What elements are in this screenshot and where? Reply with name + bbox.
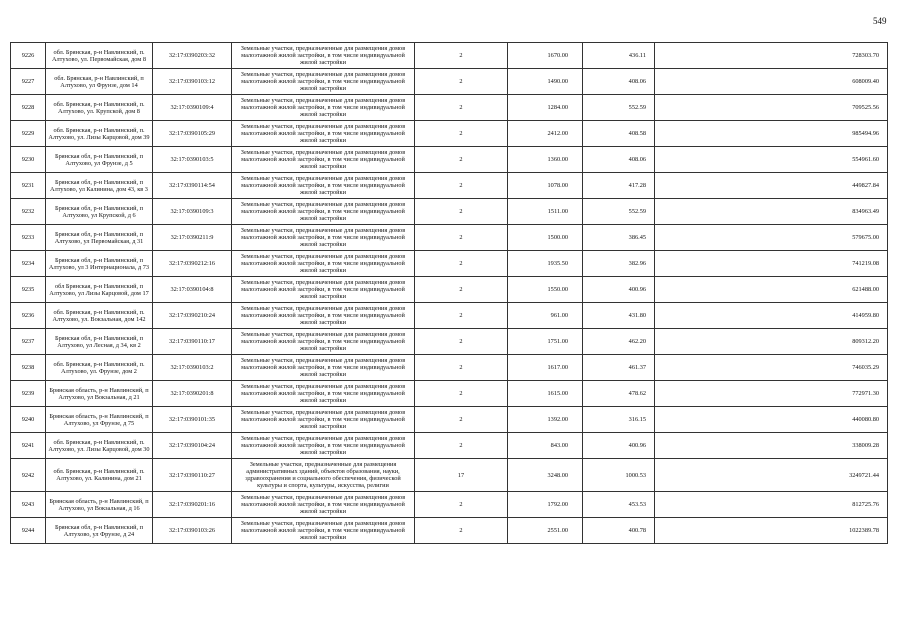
- address-cell: Брянская область, р-н Навлинский, п Алтухово, ул Вокзальная, д 16: [46, 492, 153, 518]
- row-number: 9243: [11, 492, 46, 518]
- row-number: 9228: [11, 95, 46, 121]
- group-code-cell: 2: [415, 147, 508, 173]
- table-row: [11, 173, 888, 199]
- cadastral-number-cell: 32:17:0390101:35: [153, 407, 232, 433]
- row-number: 9237: [11, 329, 46, 355]
- row-number: 9229: [11, 121, 46, 147]
- table-row: [11, 459, 888, 492]
- group-code-cell: 2: [415, 199, 508, 225]
- specific-value-cell: 478.62: [583, 381, 655, 407]
- land-use-cell: Земельные участки, предназначенные для размещения домов малоэтажной жилой застройки, в том числе индивидуальной жилой застройки: [232, 329, 415, 355]
- group-code-cell: 2: [415, 95, 508, 121]
- specific-value-cell: 552.59: [583, 199, 655, 225]
- table-row: [11, 407, 888, 433]
- group-code-cell: 2: [415, 225, 508, 251]
- area-cell: 1078.00: [508, 173, 583, 199]
- row-number: 9238: [11, 355, 46, 381]
- cadastral-number-cell: 32:17:0390201:16: [153, 492, 232, 518]
- cadastral-number-cell: 32:17:0390114:54: [153, 173, 232, 199]
- cadastral-number-cell: 32:17:0390103:5: [153, 147, 232, 173]
- table-row: [11, 121, 888, 147]
- group-code-cell: 2: [415, 407, 508, 433]
- group-code-cell: 2: [415, 43, 508, 69]
- cadastral-value-cell: 449827.84: [655, 173, 888, 199]
- table-row: [11, 329, 888, 355]
- address-cell: обл. Брянская, р-н Навлинский, п. Алтухово, ул. Лизы Карцовой, дом 39: [46, 121, 153, 147]
- cadastral-value-table: [10, 42, 888, 544]
- land-use-cell: Земельные участки, предназначенные для размещения домов малоэтажной жилой застройки, в том числе индивидуальной жилой застройки: [232, 492, 415, 518]
- group-code-cell: 2: [415, 329, 508, 355]
- address-cell: обл. Брянская, р-н Навлинский, п. Алтухово, ул. Первомайская, дом 8: [46, 43, 153, 69]
- table-row: [11, 69, 888, 95]
- specific-value-cell: 386.45: [583, 225, 655, 251]
- table-body: [11, 43, 888, 544]
- page-number: 549: [873, 16, 887, 26]
- land-use-cell: Земельные участки, предназначенные для размещения домов малоэтажной жилой застройки, в том числе индивидуальной жилой застройки: [232, 199, 415, 225]
- area-cell: 1615.00: [508, 381, 583, 407]
- cadastral-number-cell: 32:17:0390110:27: [153, 459, 232, 492]
- address-cell: обл. Брянская, р-н Навлинский, п. Алтухово, ул. Крупской, дом 8: [46, 95, 153, 121]
- cadastral-number-cell: 32:17:0390212:16: [153, 251, 232, 277]
- area-cell: 1792.00: [508, 492, 583, 518]
- specific-value-cell: 461.37: [583, 355, 655, 381]
- land-use-cell: Земельные участки, предназначенные для размещения домов малоэтажной жилой застройки, в том числе индивидуальной жилой застройки: [232, 407, 415, 433]
- cadastral-value-cell: 812725.76: [655, 492, 888, 518]
- cadastral-number-cell: 32:17:0390103:26: [153, 518, 232, 544]
- row-number: 9230: [11, 147, 46, 173]
- cadastral-value-cell: 809312.20: [655, 329, 888, 355]
- group-code-cell: 2: [415, 277, 508, 303]
- group-code-cell: 17: [415, 459, 508, 492]
- area-cell: 2551.00: [508, 518, 583, 544]
- cadastral-value-cell: 1022389.78: [655, 518, 888, 544]
- table-row: [11, 95, 888, 121]
- area-cell: 1500.00: [508, 225, 583, 251]
- area-cell: 1935.50: [508, 251, 583, 277]
- land-use-cell: Земельные участки, предназначенные для размещения домов малоэтажной жилой застройки, в том числе индивидуальной жилой застройки: [232, 355, 415, 381]
- row-number: 9244: [11, 518, 46, 544]
- cadastral-value-cell: 709525.56: [655, 95, 888, 121]
- cadastral-number-cell: 32:17:0390105:29: [153, 121, 232, 147]
- cadastral-value-cell: 440080.80: [655, 407, 888, 433]
- row-number: 9239: [11, 381, 46, 407]
- address-cell: Брянская обл, р-н Навлинский, п Алтухово, ул Фрунзе, д 5: [46, 147, 153, 173]
- specific-value-cell: 408.06: [583, 69, 655, 95]
- area-cell: 1550.00: [508, 277, 583, 303]
- group-code-cell: 2: [415, 433, 508, 459]
- specific-value-cell: 1000.53: [583, 459, 655, 492]
- group-code-cell: 2: [415, 355, 508, 381]
- address-cell: обл. Брянская, р-н Навлинский, п. Алтухово, ул. Вокзальная, дом 142: [46, 303, 153, 329]
- cadastral-value-cell: 772971.30: [655, 381, 888, 407]
- row-number: 9242: [11, 459, 46, 492]
- cadastral-value-cell: 554961.60: [655, 147, 888, 173]
- row-number: 9232: [11, 199, 46, 225]
- row-number: 9236: [11, 303, 46, 329]
- cadastral-value-cell: 414959.80: [655, 303, 888, 329]
- land-use-cell: Земельные участки, предназначенные для размещения домов малоэтажной жилой застройки, в том числе индивидуальной жилой застройки: [232, 95, 415, 121]
- cadastral-number-cell: 32:17:0390103:12: [153, 69, 232, 95]
- address-cell: Брянская обл, р-н Навлинский, п Алтухово, ул Лесная, д 34, кв 2: [46, 329, 153, 355]
- row-number: 9234: [11, 251, 46, 277]
- address-cell: Брянская обл, р-н Навлинский, п Алтухово, ул Фрунзе, д 24: [46, 518, 153, 544]
- address-cell: Брянская обл, р-н Навлинский, п Алтухово, ул Крупской, д 6: [46, 199, 153, 225]
- land-use-cell: Земельные участки, предназначенные для размещения домов малоэтажной жилой застройки, в том числе индивидуальной жилой застройки: [232, 518, 415, 544]
- specific-value-cell: 552.59: [583, 95, 655, 121]
- group-code-cell: 2: [415, 518, 508, 544]
- row-number: 9240: [11, 407, 46, 433]
- cadastral-number-cell: 32:17:0390210:24: [153, 303, 232, 329]
- cadastral-number-cell: 32:17:0390109:3: [153, 199, 232, 225]
- row-number: 9226: [11, 43, 46, 69]
- cadastral-value-cell: 338009.28: [655, 433, 888, 459]
- table-row: [11, 303, 888, 329]
- address-cell: обл Брянская, р-н Навлинский, п Алтухово, ул Лизы Карцовой, дом 17: [46, 277, 153, 303]
- table-row: [11, 277, 888, 303]
- specific-value-cell: 453.53: [583, 492, 655, 518]
- land-use-cell: Земельные участки, предназначенные для размещения домов малоэтажной жилой застройки, в том числе индивидуальной жилой застройки: [232, 147, 415, 173]
- cadastral-value-cell: 834963.49: [655, 199, 888, 225]
- cadastral-value-cell: 985494.96: [655, 121, 888, 147]
- table-row: [11, 147, 888, 173]
- area-cell: 1511.00: [508, 199, 583, 225]
- table-row: [11, 381, 888, 407]
- table-row: [11, 225, 888, 251]
- group-code-cell: 2: [415, 69, 508, 95]
- area-cell: 3248.00: [508, 459, 583, 492]
- address-cell: обл. Брянская, р-н Навлинский, п. Алтухово, ул. Калинина, дом 21: [46, 459, 153, 492]
- area-cell: 1490.00: [508, 69, 583, 95]
- area-cell: 1617.00: [508, 355, 583, 381]
- group-code-cell: 2: [415, 381, 508, 407]
- address-cell: Брянская обл, р-н Навлинский, п Алтухово, ул 3 Интернационала, д 73: [46, 251, 153, 277]
- group-code-cell: 2: [415, 173, 508, 199]
- specific-value-cell: 400.96: [583, 277, 655, 303]
- table-row: [11, 251, 888, 277]
- land-use-cell: Земельные участки, предназначенные для размещения домов малоэтажной жилой застройки, в том числе индивидуальной жилой застройки: [232, 381, 415, 407]
- cadastral-value-cell: 746035.29: [655, 355, 888, 381]
- specific-value-cell: 400.96: [583, 433, 655, 459]
- land-use-cell: Земельные участки, предназначенные для размещения домов малоэтажной жилой застройки, в том числе индивидуальной жилой застройки: [232, 277, 415, 303]
- row-number: 9231: [11, 173, 46, 199]
- cadastral-value-cell: 3249721.44: [655, 459, 888, 492]
- specific-value-cell: 408.58: [583, 121, 655, 147]
- table-row: [11, 355, 888, 381]
- table-row: [11, 492, 888, 518]
- cadastral-number-cell: 32:17:0390201:8: [153, 381, 232, 407]
- land-use-cell: Земельные участки, предназначенные для размещения домов малоэтажной жилой застройки, в том числе индивидуальной жилой застройки: [232, 303, 415, 329]
- land-use-cell: Земельные участки, предназначенные для размещения домов малоэтажной жилой застройки, в том числе индивидуальной жилой застройки: [232, 121, 415, 147]
- area-cell: 1284.00: [508, 95, 583, 121]
- row-number: 9235: [11, 277, 46, 303]
- group-code-cell: 2: [415, 121, 508, 147]
- area-cell: 843.00: [508, 433, 583, 459]
- specific-value-cell: 417.28: [583, 173, 655, 199]
- table-row: [11, 433, 888, 459]
- area-cell: 2412.00: [508, 121, 583, 147]
- land-use-cell: Земельные участки, предназначенные для размещения домов малоэтажной жилой застройки, в том числе индивидуальной жилой застройки: [232, 433, 415, 459]
- area-cell: 1670.00: [508, 43, 583, 69]
- cadastral-number-cell: 32:17:0390110:17: [153, 329, 232, 355]
- address-cell: Брянская область, р-н Навлинский, п Алтухово, ул Вокзальная, д 21: [46, 381, 153, 407]
- specific-value-cell: 408.06: [583, 147, 655, 173]
- cadastral-number-cell: 32:17:0390104:8: [153, 277, 232, 303]
- cadastral-value-cell: 728303.70: [655, 43, 888, 69]
- address-cell: обл. Брянская, р-н Навлинский, п. Алтухово, ул. Лизы Карцовой, дом 30: [46, 433, 153, 459]
- area-cell: 961.00: [508, 303, 583, 329]
- cadastral-value-cell: 741219.08: [655, 251, 888, 277]
- cadastral-number-cell: 32:17:0390203:32: [153, 43, 232, 69]
- area-cell: 1751.00: [508, 329, 583, 355]
- cadastral-number-cell: 32:17:0390211:9: [153, 225, 232, 251]
- group-code-cell: 2: [415, 251, 508, 277]
- cadastral-number-cell: 32:17:0390109:4: [153, 95, 232, 121]
- land-use-cell: Земельные участки, предназначенные для размещения домов малоэтажной жилой застройки, в том числе индивидуальной жилой застройки: [232, 69, 415, 95]
- land-use-cell: Земельные участки, предназначенные для размещения домов малоэтажной жилой застройки, в том числе индивидуальной жилой застройки: [232, 43, 415, 69]
- cadastral-value-cell: 579675.00: [655, 225, 888, 251]
- row-number: 9233: [11, 225, 46, 251]
- land-use-cell: Земельные участки, предназначенные для размещения домов малоэтажной жилой застройки, в том числе индивидуальной жилой застройки: [232, 251, 415, 277]
- table-row: [11, 43, 888, 69]
- row-number: 9227: [11, 69, 46, 95]
- cadastral-number-cell: 32:17:0390103:2: [153, 355, 232, 381]
- land-use-cell: Земельные участки, предназначенные для размещения административных зданий, объектов образования, науки, здравоохранения и социального обеспечения, физической культуры и спорта, культуры, искусства, религии: [232, 459, 415, 492]
- specific-value-cell: 316.15: [583, 407, 655, 433]
- specific-value-cell: 436.11: [583, 43, 655, 69]
- group-code-cell: 2: [415, 303, 508, 329]
- table-row: [11, 518, 888, 544]
- address-cell: Брянская обл, р-н Навлинский, п Алтухово, ул Первомайская, д 31: [46, 225, 153, 251]
- area-cell: 1360.00: [508, 147, 583, 173]
- address-cell: Брянская обл, р-н Навлинский, п Алтухово, ул Калинина, дом 43, кв 3: [46, 173, 153, 199]
- cadastral-value-cell: 621488.00: [655, 277, 888, 303]
- specific-value-cell: 431.80: [583, 303, 655, 329]
- specific-value-cell: 462.20: [583, 329, 655, 355]
- cadastral-value-cell: 608009.40: [655, 69, 888, 95]
- cadastral-number-cell: 32:17:0390104:24: [153, 433, 232, 459]
- address-cell: обл. Брянская, р-н Навлинский, п Алтухово, ул Фрунзе, дом 14: [46, 69, 153, 95]
- specific-value-cell: 382.96: [583, 251, 655, 277]
- land-use-cell: Земельные участки, предназначенные для размещения домов малоэтажной жилой застройки, в том числе индивидуальной жилой застройки: [232, 173, 415, 199]
- address-cell: обл. Брянская, р-н Навлинский, п. Алтухово, ул. Фрунзе, дом 2: [46, 355, 153, 381]
- table-row: [11, 199, 888, 225]
- address-cell: Брянская область, р-н Навлинский, п Алтухово, ул Фрунзе, д 75: [46, 407, 153, 433]
- specific-value-cell: 400.78: [583, 518, 655, 544]
- group-code-cell: 2: [415, 492, 508, 518]
- row-number: 9241: [11, 433, 46, 459]
- land-use-cell: Земельные участки, предназначенные для размещения домов малоэтажной жилой застройки, в том числе индивидуальной жилой застройки: [232, 225, 415, 251]
- area-cell: 1392.00: [508, 407, 583, 433]
